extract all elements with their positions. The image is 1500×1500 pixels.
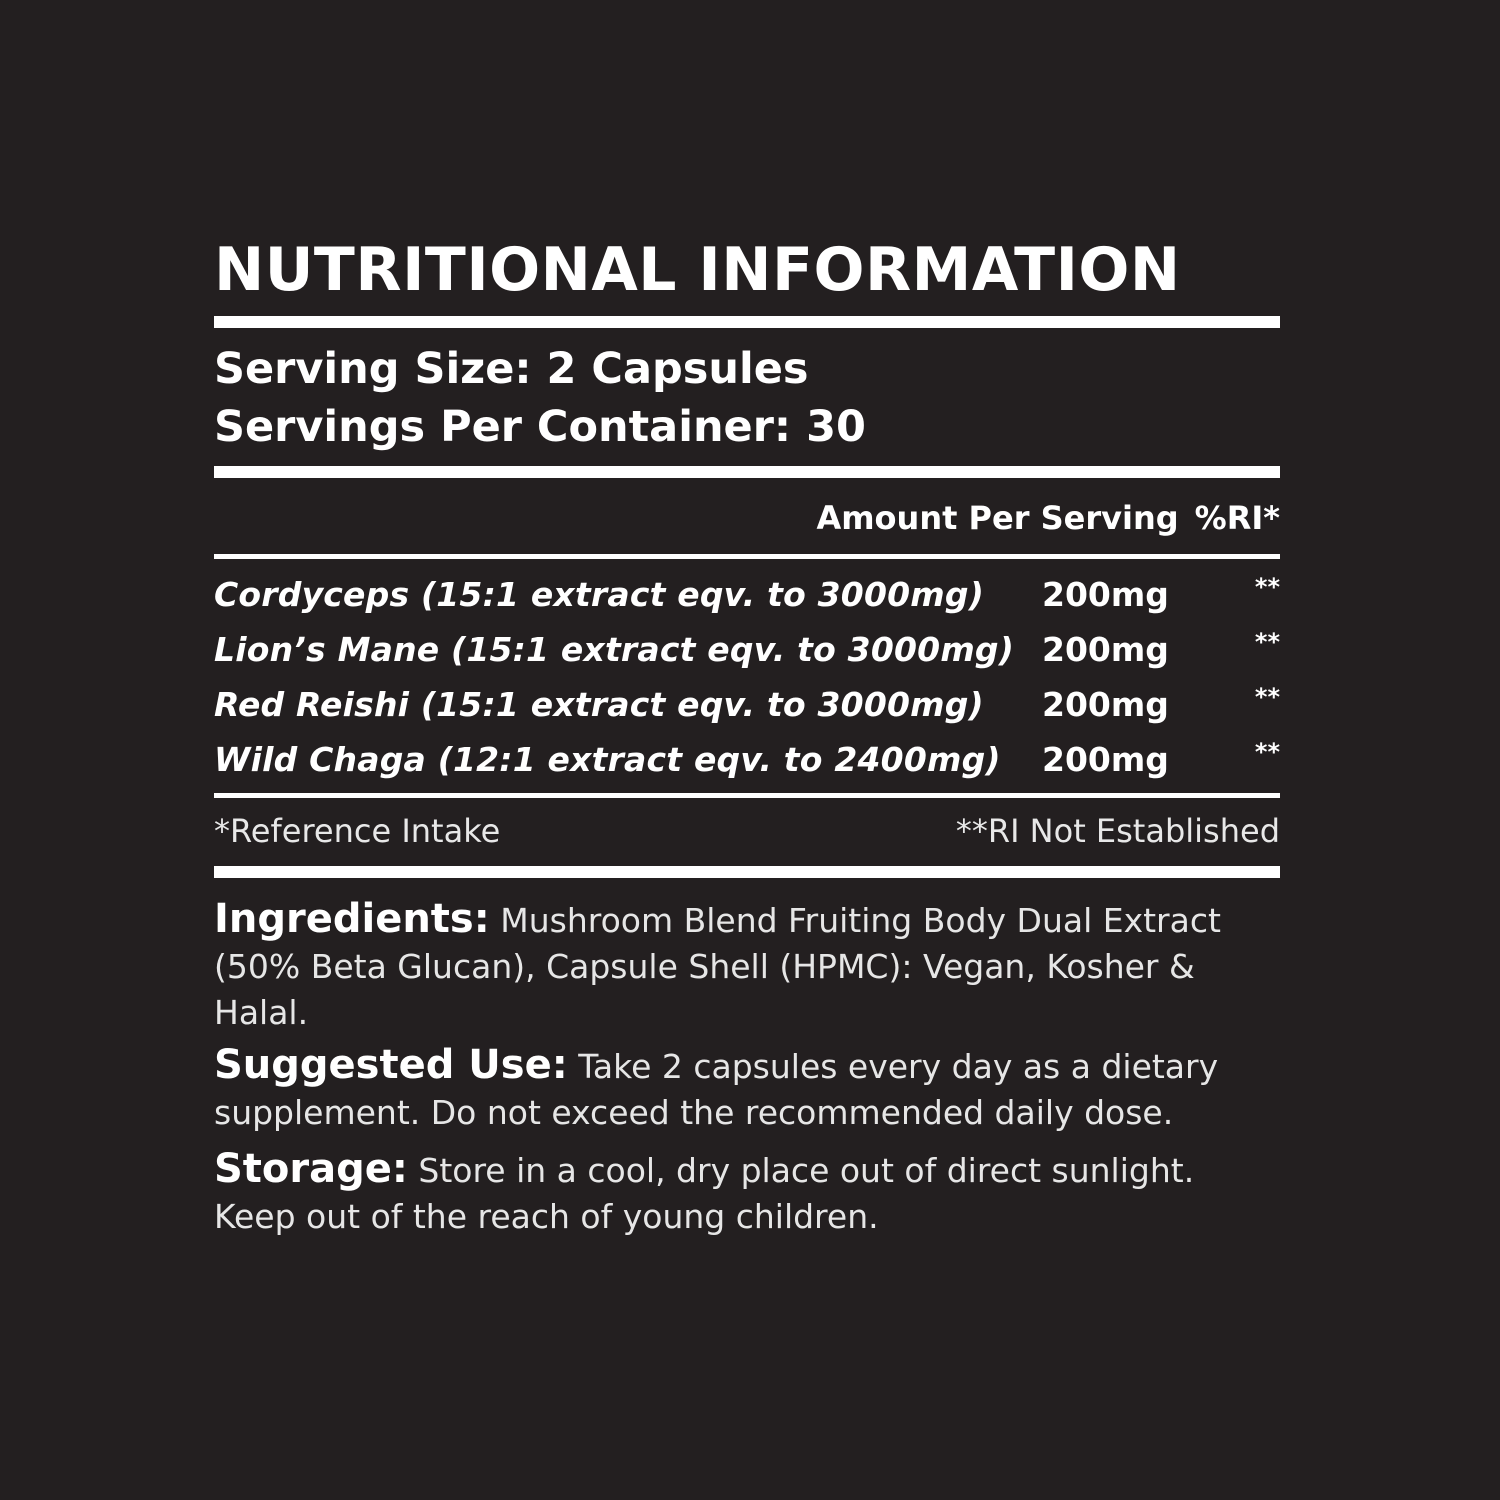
servings-per-container: Servings Per Container: 30: [214, 402, 866, 452]
ingredient-amount: 200mg: [1042, 685, 1169, 724]
ingredient-name: Lion’s Mane (15:1 extract eqv. to 3000mg): [214, 630, 1015, 669]
storage-heading: Storage:: [214, 1146, 408, 1192]
divider: [214, 554, 1280, 559]
ingredient-amount: 200mg: [1042, 630, 1169, 669]
serving-info: [214, 340, 1280, 456]
ingredient-name: Red Reishi (15:1 extract eqv. to 3000mg): [214, 685, 984, 724]
ri-not-established-note: **RI Not Established: [955, 812, 1280, 850]
ingredients-table: [214, 567, 1280, 787]
table-row: [214, 567, 1280, 622]
table-row: [214, 622, 1280, 677]
ingredient-ri: **: [1254, 683, 1280, 711]
ingredient-name: Cordyceps (15:1 extract eqv. to 3000mg): [214, 575, 984, 614]
ingredient-ri: **: [1254, 573, 1280, 601]
divider: [214, 866, 1280, 878]
ingredient-amount: 200mg: [1042, 575, 1169, 614]
suggested-use-paragraph: [214, 1042, 1280, 1136]
serving-size: Serving Size: 2 Capsules: [214, 344, 809, 394]
divider: [214, 466, 1280, 478]
ingredients-body: Mushroom Blend Fruiting Body Dual Extract (50% Beta Glucan), Capsule Shell (HPMC): Vegan, Kosher & Halal.: [214, 901, 1221, 1032]
ingredients-paragraph: [214, 896, 1280, 1036]
ri-header: %RI*: [1194, 499, 1280, 537]
suggested-use-heading: Suggested Use:: [214, 1042, 568, 1088]
storage-body: Store in a cool, dry place out of direct sunlight. Keep out of the reach of young children.: [214, 1151, 1195, 1236]
divider: [214, 793, 1280, 798]
ingredient-ri: **: [1254, 738, 1280, 766]
table-header: [214, 498, 1280, 538]
amount-per-serving-header: Amount Per Serving: [816, 499, 1179, 537]
label-title: NUTRITIONAL INFORMATION: [214, 235, 1181, 305]
divider: [214, 316, 1280, 328]
nutrition-label: [214, 232, 1280, 1240]
table-row: [214, 732, 1280, 787]
reference-intake-note: *Reference Intake: [214, 812, 501, 850]
footnotes: [214, 808, 1280, 854]
table-row: [214, 677, 1280, 732]
ingredients-heading: Ingredients:: [214, 896, 490, 942]
ingredient-ri: **: [1254, 628, 1280, 656]
ingredient-amount: 200mg: [1042, 740, 1169, 779]
ingredient-name: Wild Chaga (12:1 extract eqv. to 2400mg): [214, 740, 1001, 779]
suggested-use-body: Take 2 capsules every day as a dietary supplement. Do not exceed the recommended daily dose.: [214, 1047, 1219, 1132]
storage-paragraph: [214, 1146, 1280, 1240]
